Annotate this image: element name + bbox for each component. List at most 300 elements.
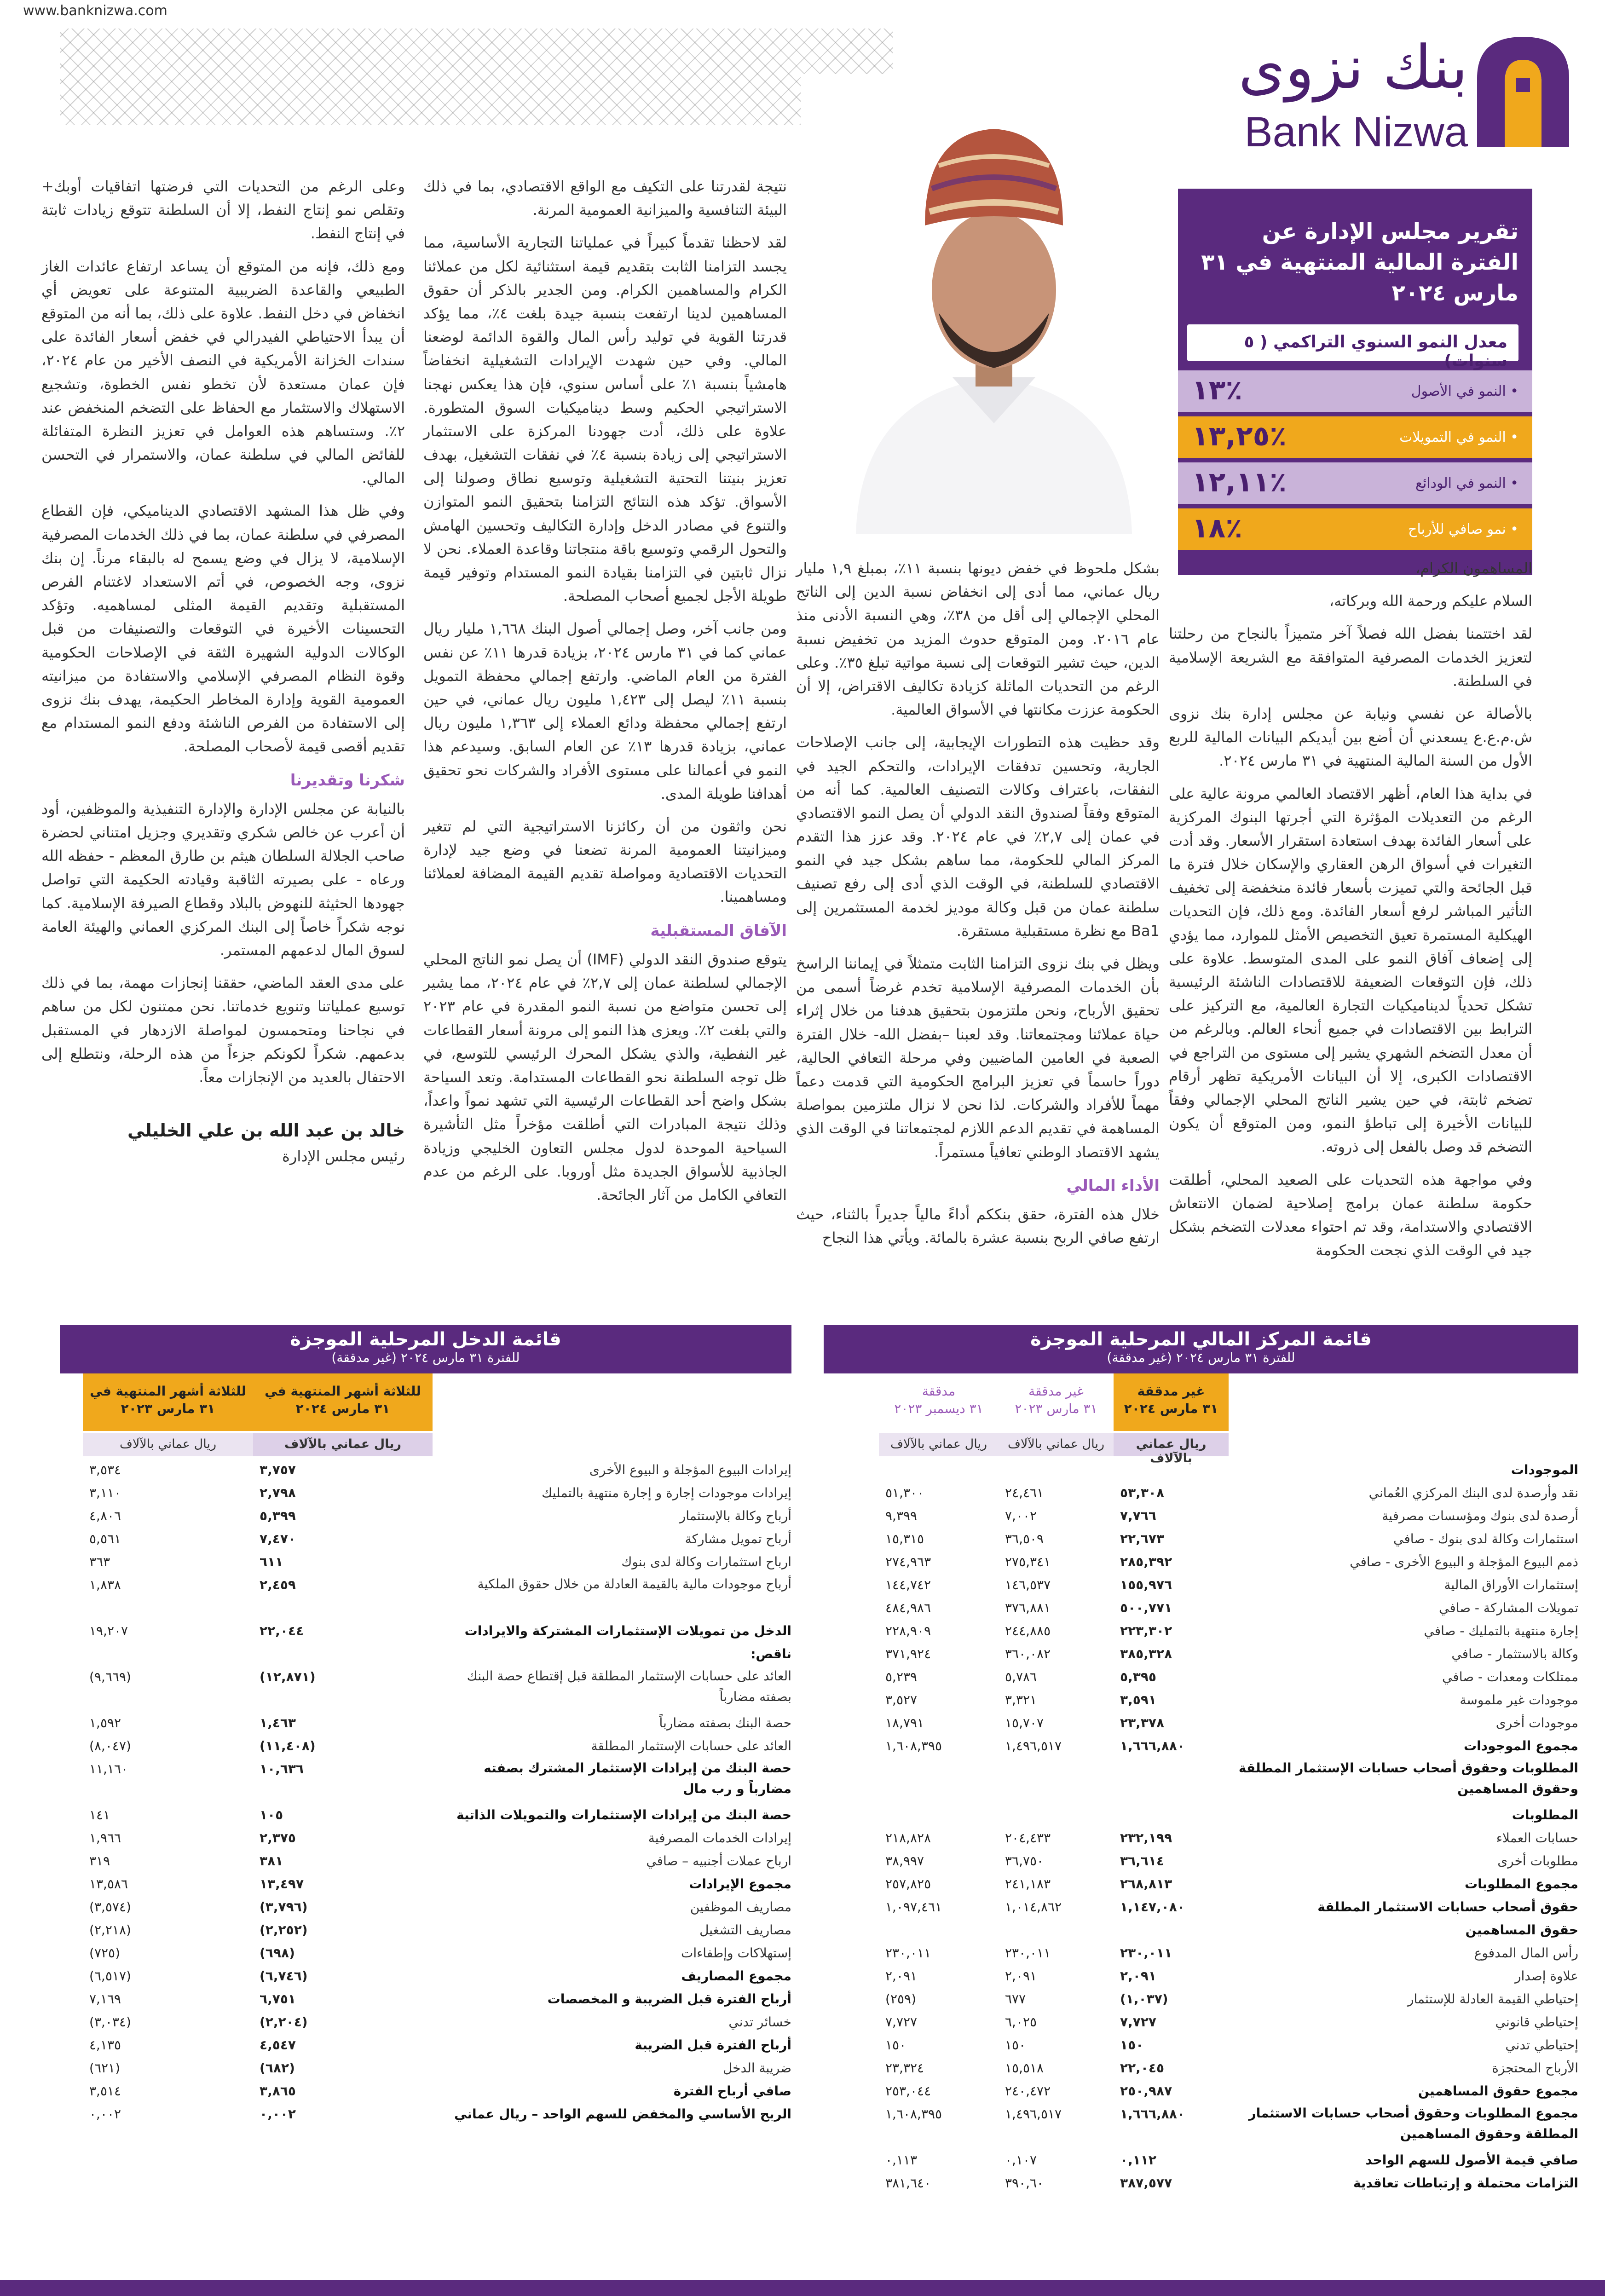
row-label: مجموع المطلوبات — [1464, 1876, 1578, 1892]
row-label: أرباح موجودات مالية بالقيمة العادلة من خلال حقوق الملكية — [477, 1576, 791, 1592]
row-label: إيرادات البيوع المؤجلة و البيوع الأخرى — [589, 1462, 791, 1477]
paragraph: في بداية هذا العام، أظهر الاقتصاد العالمي مرونة عالية على الرغم من التعديلات المؤثرة التي أجرتها البنوك المركزية على أسعار الفائدة بهدف استعادة استقرار الأسعار. وقد أدت التغيرات في أسواق الرهن العقاري والإسكان خلال فترة ما قبل الجائحة والتي تميزت بأسعار فائدة منخفضة إلى تخفيف التأثير المباشر لرفع أسعار الفائدة. ومع ذلك، فإن التحديات الهيكلية المستمرة تعيق التخصيص الأمثل للموارد، مما يؤدي إلى إضعاف آفاق النمو على المدى المتوسط. علاوة على ذلك، فإن التوقعات الضعيفة للاقتصادات الناشئة الرئيسية تشكل تحدياً لديناميكيات التجارة العالمية، مع التركيز على الترابط بين الاقتصادات في جميع أنحاء العالم. وبالرغم من أن معدل التضخم الشهري يشير إلى مستوى من التراجع في الاقتصادات الكبرى، إلا أن البيانات الأمريكية تظهر أرقام تضخم ثابتة، في حين يشير الناتج المحلي الإجمالي وفقاً للبيانات الأخيرة إلى تباطؤ النمو، ومن المتوقع أن يكون التضخم قد وصل بالفعل إلى ذروته. — [1169, 785, 1532, 1156]
paragraph: وفي مواجهة هذه التحديات على الصعيد المحلي، أطلقت حكومة سلطنة عمان برامج إصلاحية لضمان الانتعاش الاقتصادي والاستدامة، وقد تم احتواء معدلات التضخم بشكل جيد في الوقت الذي نجحت الحكومة — [1169, 1171, 1532, 1259]
row-value: ٣٦,٧٥٠ — [1005, 1853, 1044, 1869]
row-value: (٣,٠٣٤) — [89, 2014, 131, 2030]
table-row — [824, 1735, 1578, 1758]
cagr-label: معدل النمو السنوي التراكمي ( ٥ سنوات) — [1187, 324, 1518, 361]
paragraph: ومع ذلك، فإنه من المتوقع أن يساعد ارتفاع عائدات الغاز الطبيعي والقاعدة الضريبية المتنوعة على تعويض أي انخفاض في دخل النفط. علاوة على ذلك، بما أنه من المتوقع أن يبدأ الاحتياطي الفيدرالي في خفض أسعار الفائدة على سندات الخزانة الأمريكية في النصف الأخير من عام ٢٠٢٤، فإن عمان مستعدة لأن تخطو نفس الخطوة، وتشجيع الاستهلاك والاستثمار مع الحفاظ على التضخم المنخفض عند ٢٪. وستساهم هذه العوامل في تعزيز النظرة المتفائلة للفائض المالي في سلطنة عمان، والاستمرار في التحسن المالي. — [41, 257, 405, 487]
row-value: ٣٨٧,٥٧٧ — [1120, 2175, 1172, 2191]
cagr-item-value: ٪١٨ — [1192, 512, 1242, 544]
row-value: ١٠٥ — [260, 1807, 283, 1823]
row-label: حصة البنك بصفته مضارباً — [659, 1715, 791, 1731]
row-value: (١١,٤٠٨) — [260, 1738, 316, 1754]
table-title: قائمة الدخل المرحلية الموجزة — [290, 1329, 561, 1350]
column-headers — [60, 1373, 791, 1459]
row-value: ٧,٧٢٧ — [885, 2014, 918, 2030]
paragraph: بشكل ملحوظ في خفض ديونها بنسبة ١١٪، بمبلغ ١,٩ مليار ريال عماني، مما أدى إلى انخفاض نسبة الدين إلى الناتج المحلي الإجمالي إلى أقل من ٣٨٪، وهي النسبة الأدنى منذ عام ٢٠١٦. ومن المتوقع حدوث المزيد من تخفيض نسبة الدين، حيث تشير التوقعات إلى نسبة مواتية تبلغ ٣٥٪. وعلى الرغم من التحديات الماثلة كزيادة تكاليف الاقتراض، إلا أن الحكومة عززت مكانتها في الأسواق العالمية. — [796, 560, 1160, 719]
cagr-row-assets — [1178, 370, 1532, 412]
row-value: ٢١٨,٨٢٨ — [885, 1830, 931, 1846]
table-row — [60, 1896, 791, 1919]
table-row — [824, 1666, 1578, 1689]
table-row — [60, 1827, 791, 1850]
row-value: ٥,٧٨٦ — [1005, 1669, 1037, 1685]
row-label: ذمم البيوع المؤجلة و البيوع الأخرى - صافي — [1350, 1554, 1578, 1569]
table-row — [60, 2034, 791, 2057]
row-label: علاوة إصدار — [1514, 1968, 1578, 1984]
table-row — [60, 2103, 791, 2126]
row-value: ١٥,٥١٨ — [1005, 2060, 1044, 2076]
table-row — [60, 2011, 791, 2034]
table-row — [824, 2011, 1578, 2034]
table-row — [60, 1873, 791, 1896]
row-value: ٤,١٣٥ — [89, 2037, 121, 2053]
row-value: ١٤٤,٧٤٢ — [885, 1577, 931, 1592]
paragraph: لقد اختتمنا بفضل الله فصلاً آخر متميزاً بالنجاح من رحلتنا لتعزيز الخدمات المصرفية المتوافقة مع الشريعة الإسلامية في السلطنة. — [1169, 625, 1532, 690]
table-row — [60, 2057, 791, 2080]
row-value: ٢٤٠,٤٧٢ — [1005, 2083, 1051, 2099]
column-header: للثلاثة أشهر المنتهية في ٣١ مارس ٢٠٢٤ — [253, 1373, 433, 1431]
row-label: حصة البنك من إيرادات الإستثمارات والتمويلات الذاتية — [456, 1807, 791, 1823]
row-label: خسائر تدني — [728, 2014, 791, 2030]
section-heading-outlook: الآفاق المستقبلية — [650, 921, 787, 940]
row-value: (٩,٦٦٩) — [89, 1669, 131, 1685]
table-subtitle: للفترة ٣١ مارس ٢٠٢٤ (غير مدققة) — [331, 1350, 520, 1365]
row-value: ٢,٠٩١ — [885, 1968, 918, 1984]
row-value: ٣٦٠,٠٨٢ — [1005, 1646, 1051, 1661]
row-label: مصاريف التشغيل — [699, 1922, 791, 1938]
cagr-item-label: • النمو في التمويلات — [1399, 429, 1518, 445]
row-value: ١,٤٩٦,٥١٧ — [1005, 2106, 1062, 2122]
row-value: ٦٧٧ — [1005, 1991, 1026, 2007]
report-title: تقرير مجلس الإدارة عن الفترة المالية المنتهية في ٣١ مارس ٢٠٢٤ — [1201, 219, 1518, 306]
table-row — [824, 1758, 1578, 1804]
cagr-item-value: ٪١٣ — [1192, 374, 1242, 406]
row-value: ٩,٣٩٩ — [885, 1508, 918, 1523]
row-label: أرصدة لدى بنوك ومؤسسات مصرفية — [1382, 1508, 1578, 1523]
table-row — [824, 2080, 1578, 2103]
row-label: مجموع الموجودات — [1464, 1738, 1578, 1754]
row-value: ٧,٧٦٦ — [1120, 1508, 1156, 1523]
table-row — [824, 1620, 1578, 1643]
row-value: ٧,٧٢٧ — [1120, 2014, 1156, 2030]
table-row — [60, 1643, 791, 1666]
table-row — [60, 1735, 791, 1758]
row-value: ٢٣,٣٧٨ — [1120, 1715, 1165, 1731]
row-value: ٣,٣٢١ — [1005, 1692, 1037, 1708]
table-row — [824, 1919, 1578, 1942]
row-value: ٣٨,٩٩٧ — [885, 1853, 924, 1869]
row-value: ٢٢,٠٤٥ — [1120, 2060, 1165, 2076]
row-value: ١,٠٩٧,٤٦١ — [885, 1899, 942, 1915]
row-value: ٢,٣٧٥ — [260, 1830, 296, 1846]
row-value: ١٥,٧٠٧ — [1005, 1715, 1044, 1731]
row-value: ٥٠٠,٧٧١ — [1120, 1600, 1172, 1615]
row-value: ١,٦٠٨,٣٩٥ — [885, 1738, 942, 1754]
row-value: ٤,٨٠٦ — [89, 1508, 121, 1523]
table-row — [60, 1459, 791, 1482]
row-label: مجموع الإيرادات — [689, 1876, 791, 1892]
table-row — [824, 1505, 1578, 1528]
bank-logo — [1215, 32, 1583, 166]
letter-column-1 — [1169, 557, 1532, 1271]
table-row — [824, 2149, 1578, 2172]
paragraph: لقد لاحظنا تقدماً كبيراً في عملياتنا التجارية الأساسية، مما يجسد التزامنا الثابت بتقديم قيمة استثنائية لكل من عملائنا الكرام والمساهمين الكرام. ومن الجدير بالذكر أن حقوق المساهمين لدينا ارتفعت بنسبة جيدة بلغت ٤٪، مما يؤكد قدرتنا القوية في توليد رأس المال والقوة الدائمة لوضعنا المالي. وفي حين شهدت الإيرادات التشغيلية انخفاضاً هامشياً بنسبة ١٪ على أساس سنوي، فإن هذا يعكس نهجنا الاستراتيجي الحكيم وسط ديناميكيات السوق المتطورة. علاوة على ذلك، أدت جهودنا المركزة على الاستثمار الاستراتيجي إلى زيادة بنسبة ٤٪ في نفقات التشغيل، بهدف تعزيز بنيتنا التحتية التشغيلية وتوسيع نطاق وصولنا إلى الأسواق. تؤكد هذه النتائج التزامنا بتحقيق النمو المتوازن والتنوع في مصادر الدخل وإدارة التكاليف وتحسين الهامش والتحول الرقمي وتوسيع باقة منتجاتنا وقاعدة العملاء. نحن لا نزال ثابتين في التزامنا بقيادة النمو المستدام وتوفير قيمة طويلة الأجل لجميع أصحاب المصلحة. — [423, 234, 787, 605]
table-row — [60, 1942, 791, 1965]
row-label: حسابات العملاء — [1496, 1830, 1578, 1846]
column-header: مدققة ٣١ ديسمبر ٢٠٢٣ — [894, 1384, 983, 1416]
table-row — [824, 2057, 1578, 2080]
row-label: أرباح الفترة قبل الضريبة و المخصصات — [547, 1991, 791, 2007]
letter-column-2 — [796, 557, 1160, 1259]
row-label: حقوق المساهمين — [1465, 1922, 1578, 1938]
table-row — [60, 2080, 791, 2103]
row-value: ١١,١٦٠ — [89, 1761, 128, 1777]
unit-label: ريال عماني بالآلاف — [999, 1433, 1114, 1456]
table-header — [60, 1325, 791, 1373]
site-url[interactable]: www.banknizwa.com — [23, 3, 167, 19]
row-label: ممتلكات ومعدات - صافي — [1442, 1669, 1578, 1685]
row-value: ٣٨١,٦٤٠ — [885, 2175, 931, 2191]
row-label: إحتياطي القيمة العادلة للإستثمار — [1407, 1991, 1578, 2007]
row-value: ٣,١١٠ — [89, 1485, 121, 1500]
row-value: ٠,١١٢ — [1120, 2152, 1156, 2168]
table-row — [60, 1551, 791, 1574]
row-label: ارباح استثمارات وكالة لدى بنوك — [621, 1554, 791, 1569]
row-label: العائد على حسابات الإستثمار المطلقة — [591, 1738, 791, 1754]
row-value: ٢٧٥,٣٤١ — [1005, 1554, 1051, 1569]
row-value: ٥,٥٦١ — [89, 1531, 121, 1546]
logo-arabic: بنك نزوى — [1238, 32, 1468, 102]
row-value: ٢,٤٥٩ — [260, 1577, 296, 1592]
section-heading-performance: الأداء المالي — [1066, 1176, 1160, 1195]
row-label: الدخل من تمويلات الإستثمارات المشتركة والايرادات — [464, 1623, 791, 1638]
row-value: ٢٠٤,٤٣٣ — [1005, 1830, 1051, 1846]
paragraph: يتوقع صندوق النقد الدولي (IMF) أن يصل نمو الناتج المحلي الإجمالي لسلطنة عمان إلى ٢,٧٪ في عام ٢٠٢٤، مما يشير إلى تحسن متواضع من نسبة النمو المقدرة في عام ٢٠٢٣ والتي بلغت ٢٪. ويعزى هذا النمو إلى مرونة أسعار القطاعات غير النفطية، والذي يشكل المحرك الرئيسي للتوسع، في ظل توجه السلطنة نحو القطاعات المستدامة. وتعد السياحة بشكل واضح أحد القطاعات الرئيسية التي تشهد نمواً واعداً، وذلك نتيجة المبادرات التي أطلقت مؤخراً مثل التأشيرة السياحية الموحدة لدول مجلس التعاون الخليجي وزيادة الجاذبية للأسواق الجديدة مثل أوروبا. على الرغم من عدم التعافي الكامل من آثار الجائحة. — [423, 951, 787, 1204]
cagr-item-label: • النمو في الودائع — [1415, 475, 1518, 491]
table-row — [824, 1459, 1578, 1482]
row-value: (٦,٧٤٦) — [260, 1968, 308, 1984]
table-subtitle: للفترة ٣١ مارس ٢٠٢٤ (غير مدققة) — [1107, 1350, 1295, 1365]
row-label: الأرباح المحتجزة — [1492, 2060, 1578, 2076]
balance-sheet-table — [824, 1325, 1578, 2195]
row-value: ٣١٩ — [89, 1853, 110, 1869]
row-value: ٧,١٦٩ — [89, 1991, 121, 2007]
paragraph: السلام عليكم ورحمة الله وبركاته، — [1329, 592, 1532, 610]
paragraph: ومن جانب آخر، وصل إجمالي أصول البنك ١,٦٦٨ مليار ريال عماني كما في ٣١ مارس ٢٠٢٤، بزيادة قدرها ١١٪ عن نفس الفترة من العام الماضي. وارتفع إجمالي محفظة التمويل بنسبة ١١٪ ليصل إلى ١,٤٢٣ مليون ريال عماني، في حين ارتفع إجمالي محفظة ودائع العملاء إلى ١,٣٦٣ مليون ريال عماني، بزيادة قدرها ١٣٪ عن العام السابق. وسيدعم هذا النمو في أعمالنا على مستوى الأفراد والشركات نحو تحقيق أهدافنا طويلة المدى. — [423, 620, 787, 802]
row-value: ٣٧١,٩٢٤ — [885, 1646, 931, 1661]
row-value: ٢٨٥,٣٩٢ — [1120, 1554, 1172, 1569]
table-row — [824, 2103, 1578, 2149]
row-label: حقوق أصحاب حسابات الاستثمار المطلقة — [1317, 1899, 1578, 1915]
row-value: (٢,٢٥٢) — [260, 1922, 308, 1938]
row-value: ٢٥٣,٠٤٤ — [885, 2083, 931, 2099]
row-value: ٤,٥٤٧ — [260, 2037, 296, 2053]
row-value: ٠,١١٣ — [885, 2152, 918, 2168]
cagr-item-label: • النمو في الأصول — [1411, 383, 1518, 399]
column-header: للثلاثة أشهر المنتهية في ٣١ مارس ٢٠٢٣ — [83, 1373, 253, 1431]
column-header: غير مدققة ٣١ مارس ٢٠٢٣ — [1015, 1384, 1097, 1416]
table-row — [60, 1712, 791, 1735]
row-value: ٣,٨٦٥ — [260, 2083, 296, 2099]
row-value: ٣,٥١٤ — [89, 2083, 121, 2099]
table-header — [824, 1325, 1578, 1373]
row-value: ١٩,٢٠٧ — [89, 1623, 128, 1638]
row-value: (٨,٠٤٧) — [89, 1738, 131, 1754]
table-row — [60, 1666, 791, 1712]
row-value: ٢٣٢,١٩٩ — [1120, 1830, 1172, 1846]
table-row — [60, 1505, 791, 1528]
row-value: ١,٦٦٦,٨٨٠ — [1120, 1738, 1185, 1754]
cagr-row-deposits — [1178, 462, 1532, 504]
row-value: (٦٩٨) — [260, 1945, 295, 1961]
row-value: ٣,٥٢٧ — [885, 1692, 918, 1708]
table-row — [824, 1689, 1578, 1712]
row-label: التزامات محتملة و إرتباطات تعاقدية — [1353, 2175, 1578, 2191]
table-row — [824, 1896, 1578, 1919]
paragraph: ويظل في بنك نزوى التزامنا الثابت متمثلاً في إيماننا الراسخ بأن الخدمات المصرفية الإسلامية تخدم غرضاً أسمى من تحقيق الأرباح، ونحن ملتزمون بتحقيق هدفنا من خلال إثراء حياة عملائنا ومجتمعاتنا. وقد لعبنا –بفضل الله- خلال الفترة الصعبة في العامين الماضيين وفي مرحلة التعافي الحالية، دوراً حاسماً في تعزيز البرامج الحكومية التي قدمت دعماً مهماً للأفراد والشركات. لذا نحن لا نزال ملتزمين بمواصلة المساهمة في تقديم الدعم اللازم لمجتمعاتنا في الوقت الذي يشهد الاقتصاد الوطني تعافياً مستمراً. — [796, 955, 1160, 1161]
row-value: ٢٣٠,٠١١ — [1005, 1945, 1051, 1961]
row-value: (٣,٥٧٤) — [89, 1899, 131, 1915]
row-value: (٣,٧٩٦) — [260, 1899, 308, 1915]
table-row — [824, 1873, 1578, 1896]
row-label: إحتياطي قانوني — [1495, 2014, 1578, 2030]
row-value: ٢٧٤,٩٦٣ — [885, 1554, 931, 1569]
table-row — [824, 1551, 1578, 1574]
table-row — [60, 1850, 791, 1873]
table-row — [824, 1528, 1578, 1551]
row-value: ٢٥٠,٩٨٧ — [1120, 2083, 1172, 2099]
row-label: استثمارات وكالة لدى بنوك - صافي — [1393, 1531, 1578, 1546]
row-value: ٤٨٤,٩٨٦ — [885, 1600, 931, 1615]
row-value: ١,١٤٧,٠٨٠ — [1120, 1899, 1185, 1915]
row-value: ٧,٤٧٠ — [260, 1531, 296, 1546]
section-heading-thanks: شكرنا وتقديرنا — [290, 771, 405, 790]
row-value: (٦٨٢) — [260, 2060, 295, 2076]
row-value: ٥,٣٩٥ — [1120, 1669, 1156, 1685]
table-row — [824, 2172, 1578, 2195]
table-row — [824, 1804, 1578, 1827]
table-row — [824, 1712, 1578, 1735]
row-value: ٢٢٣,٣٠٢ — [1120, 1623, 1172, 1638]
row-value: (٧٢٥) — [89, 1945, 120, 1961]
column-headers — [824, 1373, 1578, 1465]
row-label: أرباح الفترة قبل الضريبة — [635, 2037, 791, 2053]
row-value: ٣٦,٥٠٩ — [1005, 1531, 1044, 1546]
row-label: مجموع المطلوبات وحقوق أصحاب حسابات الاستثمار المطلقة وحقوق المساهمين — [1248, 2106, 1578, 2141]
row-value: ٠,١٠٧ — [1005, 2152, 1037, 2168]
signatory-name: خالد بن عبد الله بن علي الخليلي — [127, 1120, 405, 1141]
row-value: ٢٥٧,٨٢٥ — [885, 1876, 931, 1892]
table-row — [60, 1528, 791, 1551]
row-value: ٣٧٦,٨٨١ — [1005, 1600, 1051, 1615]
row-value: ٢٢,٦٧٣ — [1120, 1531, 1165, 1546]
row-value: ١٤٦,٥٣٧ — [1005, 1577, 1051, 1592]
row-value: ٢٣٠,٠١١ — [885, 1945, 931, 1961]
paragraph: وعلى الرغم من التحديات التي فرضتها اتفاقيات أوبك+ وتقلص نمو إنتاج النفط، إلا أن السلطنة تتوقع زيادات ثابتة في إنتاج النفط. — [41, 178, 405, 242]
row-label: أرباح تمويل مشاركة — [685, 1531, 791, 1546]
row-value: ٢٦٨,٨١٣ — [1120, 1876, 1172, 1892]
row-label: إستهلاكات وإطفاءات — [681, 1945, 791, 1961]
row-value: ٢٣٠,٠١١ — [1120, 1945, 1172, 1961]
letter-column-3 — [423, 175, 787, 1216]
row-label: مصاريف الموظفين — [690, 1899, 791, 1915]
row-label: إيرادات الخدمات المصرفية — [648, 1830, 791, 1846]
row-value: ٣٨١ — [260, 1853, 283, 1869]
income-statement-rows — [60, 1459, 791, 2126]
income-statement-table — [60, 1325, 791, 2126]
row-value: ٢,٠٩١ — [1120, 1968, 1156, 1984]
row-label: وكالة بالاستثمار - صافي — [1451, 1646, 1578, 1661]
paragraph: بالأصالة عن نفسي ونيابة عن مجلس إدارة بنك نزوى ش.م.ع.ع يسعدني أن أضع بين أيديكم البيانات المالية للربع الأول من السنة المالية المنتهية في ٣١ مارس ٢٠٢٤. — [1169, 704, 1532, 770]
row-value: ٢٤٤,٨٨٥ — [1005, 1623, 1051, 1638]
row-label: الربح الأساسي والمخفض للسهم الواحد – ريال عماني — [454, 2106, 791, 2122]
row-value: ٢٢٨,٩٠٩ — [885, 1623, 931, 1638]
row-value: ١,٦٦٦,٨٨٠ — [1120, 2106, 1185, 2122]
row-value: ٣,٥٩١ — [1120, 1692, 1156, 1708]
balance-sheet-rows — [824, 1459, 1578, 2195]
paragraph: خلال هذه الفترة، حقق بنككم أداءً مالياً جديراً بالثناء، حيث ارتفع صافي الربح بنسبة عشرة بالمائة. ويأتي هذا النجاح — [796, 1206, 1160, 1247]
row-label: مجموع المصاريف — [681, 1968, 791, 1984]
table-row — [824, 1942, 1578, 1965]
row-value: (١,٠٣٧) — [1120, 1991, 1168, 2007]
row-label: ضريبة الدخل — [723, 2060, 791, 2076]
row-label: إستثمارات الأوراق المالية — [1444, 1577, 1578, 1592]
row-label: ارباح عملات أجنبيه – صافي — [646, 1853, 791, 1869]
table-row — [60, 1988, 791, 2011]
row-value: ١٠,٦٣٦ — [260, 1761, 304, 1777]
row-value: (٦٢١) — [89, 2060, 120, 2076]
row-value: ١٥٠ — [885, 2037, 906, 2053]
row-value: (٢٥٩) — [885, 1991, 916, 2007]
report-title-panel — [1178, 189, 1532, 575]
column-header: غير مدققة ٣١ مارس ٢٠٢٤ — [1114, 1373, 1229, 1431]
row-value: ١,٤٦٣ — [260, 1715, 296, 1731]
table-row — [824, 1597, 1578, 1620]
paragraph: وفي ظل هذا المشهد الاقتصادي الديناميكي، فإن القطاع المصرفي في سلطنة عمان، بما في ذلك الخدمات المصرفية الإسلامية، لا يزال في وضع يسمح له بالبقاء مرناً. إن بنك نزوى، وجه الخصوص، في أتم الاستعداد لاغتنام الفرص المستقبلية وتقديم القيمة المثلى لمساهميه. وتؤكد التحسينات الأخيرة في التوقعات والتصنيفات من قبل الوكالات الدولية الشهيرة الثقة في الإصلاحات الحكومية وقوة النظام المصرفي الإسلامي والاستفادة من ميزانيته العمومية القوية وإدارة المخاطر الحكيمة، يهدف بنك نزوى إلى الاستفادة من الفرص الناشئة ودفع النمو المستدام مع تقديم أقصى قيمة لأصحاب المصلحة. — [41, 502, 405, 756]
row-value: ١٥,٣١٥ — [885, 1531, 924, 1546]
cagr-item-value: ٪١٣,٢٥ — [1192, 420, 1287, 452]
row-label: ناقص: — [751, 1646, 791, 1661]
row-label: موجودات أخرى — [1495, 1715, 1578, 1731]
row-value: ١٤١ — [89, 1807, 110, 1823]
row-value: ٣٨٥,٣٢٨ — [1120, 1646, 1172, 1661]
row-value: ١٣,٤٩٧ — [260, 1876, 304, 1892]
table-row — [60, 1574, 791, 1620]
row-label: صافي أرباح الفترة — [673, 2083, 791, 2099]
row-value: ٢٤,٤٦١ — [1005, 1485, 1044, 1500]
table-row — [824, 2034, 1578, 2057]
table-row — [824, 1850, 1578, 1873]
letter-column-4 — [41, 175, 405, 1168]
paragraph: على مدى العقد الماضي، حققنا إنجازات مهمة، بما في ذلك توسيع عملياتنا وتنويع خدماتنا. نحن ممتنون لكل من ساهم في نجاحنا ومتحمسون لمواصلة الازدهار في المستقبل بدعمهم. شكراً لكونكم جزءاً من هذه الرحلة، ونتطلع إلى الاحتفال بالعديد من الإنجازات معاً. — [41, 974, 405, 1086]
table-row — [60, 1965, 791, 1988]
row-value: (٦,٥١٧) — [89, 1968, 131, 1984]
row-label: صافي قيمة الأصول للسهم الواحد — [1365, 2152, 1578, 2168]
table-row — [824, 1827, 1578, 1850]
row-label: مطلوبات أخرى — [1497, 1853, 1578, 1869]
row-value: ١,٦٠٨,٣٩٥ — [885, 2106, 942, 2122]
row-label: إحتياطي تدني — [1505, 2037, 1578, 2053]
row-value: ١,٤٩٦,٥١٧ — [1005, 1738, 1062, 1754]
logo-english: Bank Nizwa — [1244, 109, 1468, 156]
row-value: ٢٣,٣٢٤ — [885, 2060, 924, 2076]
row-value: ١٣,٥٨٦ — [89, 1876, 128, 1892]
row-value: ٥٣,٣٠٨ — [1120, 1485, 1165, 1500]
row-value: ٢٤١,١٨٣ — [1005, 1876, 1051, 1892]
row-value: ٣,٧٥٧ — [260, 1462, 296, 1477]
row-value: ١,٨٣٨ — [89, 1577, 121, 1592]
row-label: أرباح وكالة بالإستثمار — [679, 1508, 791, 1523]
table-row — [60, 1758, 791, 1804]
cagr-row-financing — [1178, 416, 1532, 458]
row-label: العائد على حسابات الإستثمار المطلقة قبل إقتطاع حصة البنك بصفته مضارباً — [467, 1668, 791, 1704]
row-value: ٢,٠٩١ — [1005, 1968, 1037, 1984]
footer-bar — [0, 2280, 1605, 2296]
row-value: ١,٥٩٢ — [89, 1715, 121, 1731]
paragraph: المساهمون الكرام، — [1415, 560, 1532, 577]
row-value: ١٥٠ — [1120, 2037, 1144, 2053]
row-value: ١,٩٦٦ — [89, 1830, 121, 1846]
row-value: ٥,٣٩٩ — [260, 1508, 296, 1523]
paragraph: نتيجة لقدرتنا على التكيف مع الواقع الاقتصادي، بما في ذلك البيئة التنافسية والميزانية العمومية المرنة. — [423, 178, 787, 219]
row-value: ٣٦,٦١٤ — [1120, 1853, 1165, 1869]
paragraph: نحن واثقون من أن ركائزنا الاستراتيجية التي لم تتغير وميزانيتنا العمومية المرنة تضعنا في وضع جيد لإدارة التحديات الاقتصادية ومواصلة تقديم القيمة المضافة لعملائنا ومساهمينا. — [423, 817, 787, 906]
row-label: المطلوبات — [1512, 1807, 1578, 1823]
signatory-role: رئيس مجلس الإدارة — [282, 1147, 405, 1165]
row-value: ٣,٥٣٤ — [89, 1462, 121, 1477]
row-value: ٧,٠٠٢ — [1005, 1508, 1037, 1523]
row-value: ٠,٠٠٢ — [89, 2106, 121, 2122]
row-value: ١,٠١٤,٨٦٢ — [1005, 1899, 1062, 1915]
row-value: ١٥٠ — [1005, 2037, 1026, 2053]
row-label: إجارة منتهية بالتمليك - صافي — [1424, 1623, 1578, 1638]
table-row — [824, 1574, 1578, 1597]
table-row — [60, 1919, 791, 1942]
table-row — [60, 1620, 791, 1643]
row-label: تمويلات المشاركة - صافي — [1438, 1600, 1578, 1615]
table-title: قائمة المركز المالي المرحلية الموجزة — [1030, 1329, 1372, 1350]
row-value: ٦,٧٥١ — [260, 1991, 296, 2007]
row-value: ٠,٠٠٢ — [260, 2106, 296, 2122]
row-label: الموجودات — [1511, 1462, 1578, 1477]
decorative-pattern — [60, 29, 893, 125]
row-label: مجموع حقوق المساهمين — [1418, 2083, 1578, 2099]
row-value: ٢,٧٩٨ — [260, 1485, 296, 1500]
table-row — [60, 1482, 791, 1505]
row-label: نقد وأرصدة لدى البنك المركزي العُماني — [1368, 1485, 1578, 1500]
row-label: رأس المال المدفوع — [1474, 1945, 1578, 1961]
unit-label: ريال عماني بالآلاف — [253, 1433, 433, 1456]
table-row — [824, 1482, 1578, 1505]
row-label: موجودات غير ملموسة — [1460, 1692, 1578, 1708]
paragraph: بالنيابة عن مجلس الإدارة والإدارة التنفيذية والموظفين، أود أن أعرب عن خالص شكري وتقديري وجزيل امتناني لحضرة صاحب الجلالة السلطان هيثم بن طارق المعظم - حفظه الله ورعاه - على بصيرته الثاقبة وقيادته الحكيمة التي تواصل جهودها الحثيثة للنهوض بالبلاد وقطاع الصيرفة الإسلامية. كما نوجه شكراً خاصاً إلى البنك المركزي العماني والهيئة العامة لسوق المال لدعمهم المستمر. — [41, 800, 405, 959]
unit-label: ريال عماني بالآلاف — [83, 1433, 253, 1456]
cagr-item-label: • نمو صافي للأرباح — [1408, 521, 1518, 537]
cagr-row-profit — [1178, 508, 1532, 550]
row-value: ٦١١ — [260, 1554, 283, 1569]
cagr-item-value: ٪١٢,١١ — [1192, 466, 1287, 498]
paragraph: وقد حظيت هذه التطورات الإيجابية، إلى جانب الإصلاحات الجارية، وتحسين تدفقات الإيرادات، والتحكم الجيد في النفقات، باعتراف وكالات التصنيف العالمية. كما أنه من المتوقع وفقاً لصندوق النقد الدولي أن يصل النمو الاقتصادي في عمان إلى ٢,٧٪ في عام ٢٠٢٤. وقد عزز هذا التقدم المركز المالي للحكومة، مما ساهم بشكل جيد في النمو الاقتصادي للسلطنة، في الوقت الذي أدى إلى رفع تصنيف سلطنة عمان من قبل وكالة موديز لخدمة المستثمرين إلى Ba1 مع نظرة مستقبلية مستقرة. — [796, 733, 1160, 940]
row-value: ٣٩٠,٦٠ — [1005, 2175, 1044, 2191]
logo-arch-icon — [1472, 32, 1574, 152]
row-label: حصة البنك من إيرادات الإستثمار المشترك بصفته مضارباً و رب مال — [484, 1760, 791, 1796]
table-row — [60, 1804, 791, 1827]
unit-label: ريال عماني بالآلاف — [1114, 1433, 1229, 1456]
unit-label: ريال عماني بالآلاف — [879, 1433, 999, 1456]
row-value: ٦,٠٢٥ — [1005, 2014, 1037, 2030]
row-value: ٢٢,٠٤٤ — [260, 1623, 304, 1638]
